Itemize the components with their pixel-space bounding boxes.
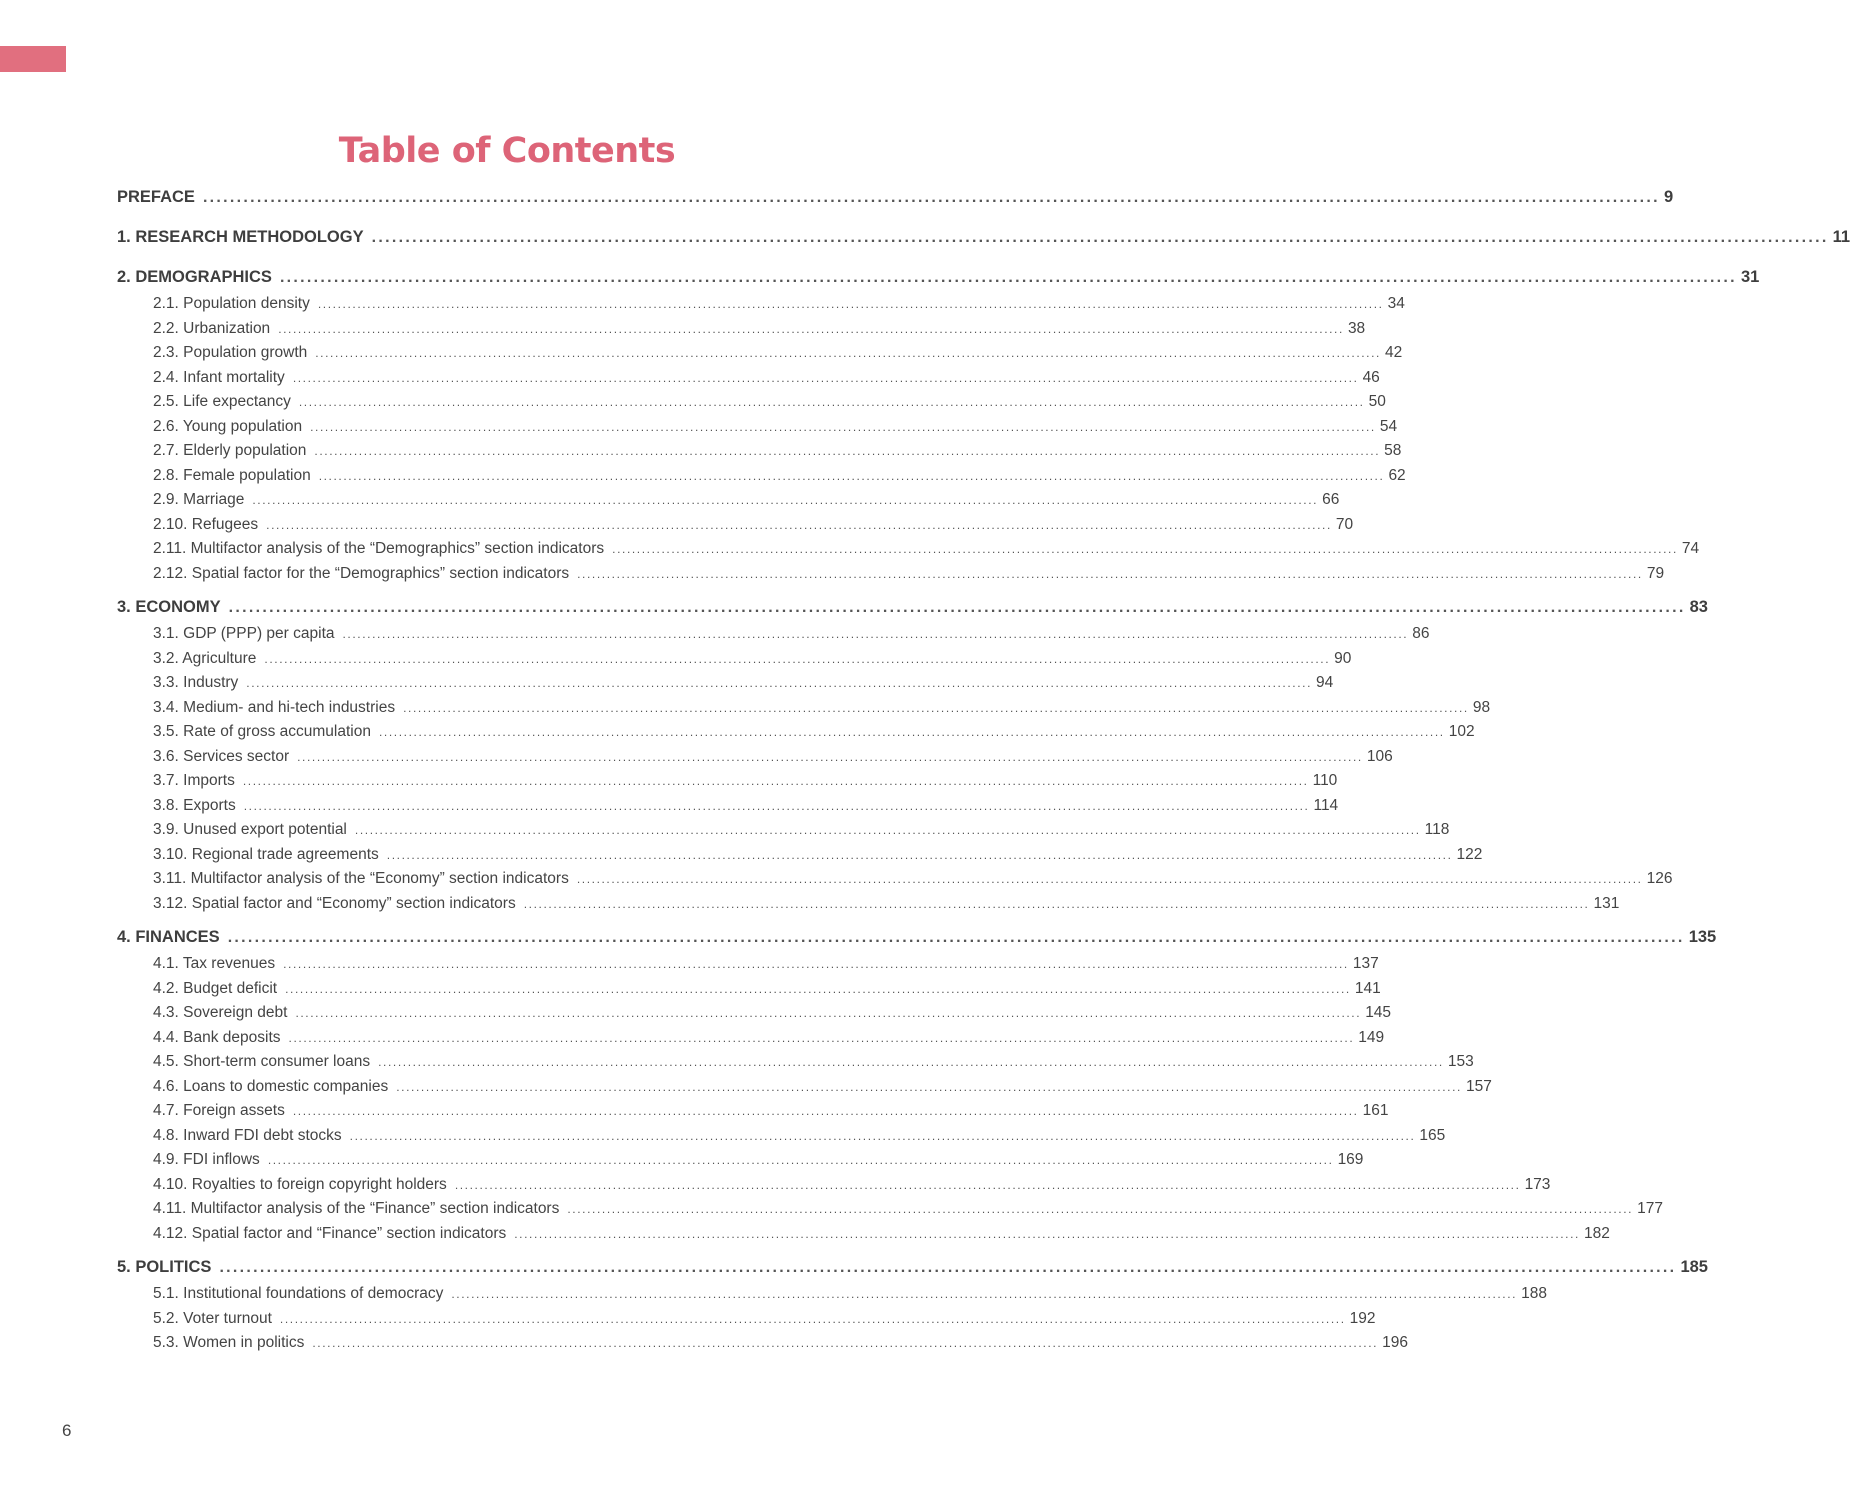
dot-leader: ........................................................................................................................................................................................................................ <box>267 1153 1334 1167</box>
dot-leader: ........................................................................................................................................................................................................................ <box>252 493 1319 507</box>
toc-entry-label: 2.7. Elderly population <box>153 442 307 459</box>
toc-entry-label: 3.2. Agriculture <box>153 649 257 667</box>
toc-entry-page: 165 <box>1419 1126 1446 1144</box>
toc-entry-page: 137 <box>1352 955 1379 972</box>
toc-subsection-entry[interactable] <box>117 747 1393 773</box>
toc-subsection-entry[interactable] <box>117 955 1379 980</box>
dot-leader: ........................................................................................................................................................................................................................ <box>292 1104 1359 1118</box>
dot-leader: ........................................................................................................................................................................................................................ <box>219 1259 1677 1276</box>
toc-entry-label: 3.11. Multifactor analysis of the “Economy” section indicators <box>153 870 569 887</box>
toc-entry-page: 196 <box>1382 1334 1408 1351</box>
toc-entry-label: 2.4. Infant mortality <box>153 368 285 386</box>
toc-entry-page: 177 <box>1637 1200 1663 1217</box>
toc-entry-label: 3.7. Imports <box>153 772 235 789</box>
toc-entry-label: 3.10. Regional trade agreements <box>153 845 379 863</box>
toc-entry-label: 3.8. Exports <box>153 796 236 814</box>
dot-leader: ........................................................................................................................................................................................................................ <box>371 229 1829 246</box>
toc-section-heading[interactable] <box>117 598 1708 625</box>
toc-entry-label: 4.9. FDI inflows <box>153 1151 260 1168</box>
toc-entry-label: 4.4. Bank deposits <box>153 1028 281 1046</box>
toc-entry-page: 54 <box>1379 417 1398 435</box>
toc-subsection-list <box>117 625 1673 919</box>
toc-subsection-entry[interactable] <box>117 1285 1547 1310</box>
toc-entry-label: 4.5. Short-term consumer loans <box>153 1053 371 1070</box>
toc-entry-label: 4.12. Spatial factor and “Finance” section indicators <box>153 1224 507 1242</box>
toc-entry-page: 141 <box>1354 979 1381 997</box>
dot-leader: ........................................................................................................................................................................................................................ <box>298 395 1365 409</box>
toc-section-politics <box>117 1258 1708 1359</box>
dot-leader: ........................................................................................................................................................................................................................ <box>514 1226 1580 1241</box>
toc-subsection-entry[interactable] <box>117 870 1673 895</box>
dot-leader: ........................................................................................................................................................................................................................ <box>342 627 1409 641</box>
toc-subsection-entry[interactable] <box>117 894 1620 920</box>
toc-subsection-entry[interactable] <box>117 979 1381 1005</box>
dot-leader: ........................................................................................................................................................................................................................ <box>317 297 1384 311</box>
toc-entry-label: 3.9. Unused export potential <box>153 821 347 838</box>
toc-entry-label: 2.11. Multifactor analysis of the “Demographics” section indicators <box>153 540 605 557</box>
toc-subsection-entry[interactable] <box>117 845 1483 871</box>
toc-entry-label: 4.7. Foreign assets <box>153 1102 285 1119</box>
dot-leader: ........................................................................................................................................................................................................................ <box>612 542 1678 556</box>
dot-leader: ........................................................................................................................................................................................................................ <box>242 774 1309 788</box>
toc-entry-label: 4.1. Tax revenues <box>153 955 276 972</box>
dot-leader: ........................................................................................................................................................................................................................ <box>297 749 1363 764</box>
toc-entry-label: 3.1. GDP (PPP) per capita <box>153 625 335 642</box>
toc-entry-page: 110 <box>1312 772 1338 789</box>
toc-entry-page: 86 <box>1412 625 1430 642</box>
dot-leader: ........................................................................................................................................................................................................................ <box>292 370 1359 385</box>
toc-subsection-entry[interactable] <box>117 821 1450 846</box>
toc-subsection-entry[interactable] <box>117 796 1339 822</box>
toc-subsection-entry[interactable] <box>117 1077 1492 1103</box>
toc-entry-page: 135 <box>1688 928 1717 946</box>
dot-leader: ........................................................................................................................................................................................................................ <box>386 847 1453 862</box>
toc-entry-page: 153 <box>1447 1053 1474 1070</box>
toc-entry-label: 4.11. Multifactor analysis of the “Finance” section indicators <box>153 1200 560 1217</box>
toc-section-economy <box>117 598 1708 919</box>
toc-subsection-entry[interactable] <box>117 491 1340 516</box>
toc-entry-page: 102 <box>1448 723 1475 740</box>
toc-entry-page: 182 <box>1584 1224 1610 1242</box>
toc-subsection-entry[interactable] <box>117 625 1430 650</box>
toc-entry-label: 3.6. Services sector <box>153 747 290 765</box>
toc-entry-page: 9 <box>1663 188 1674 206</box>
dot-leader: ........................................................................................................................................................................................................................ <box>354 823 1421 837</box>
toc-subsection-entry[interactable] <box>117 698 1491 724</box>
toc-subsection-entry[interactable] <box>117 1028 1385 1054</box>
toc-entry-page: 192 <box>1349 1309 1376 1327</box>
toc-entry-label: 2.5. Life expectancy <box>153 393 291 410</box>
toc-entry-label: 3.4. Medium- and hi-tech industries <box>153 698 396 716</box>
toc-subsection-list <box>117 955 1663 1249</box>
page-number: 6 <box>62 1421 72 1440</box>
toc-subsection-entry[interactable] <box>117 723 1475 748</box>
toc-subsection-entry[interactable] <box>117 649 1352 675</box>
toc-subsection-entry[interactable] <box>117 1126 1446 1152</box>
toc-entry-page: 118 <box>1424 821 1450 838</box>
toc-entry-page: 94 <box>1316 674 1334 691</box>
toc-entry-label: PREFACE <box>117 188 195 206</box>
dot-leader: ........................................................................................................................................................................................................................ <box>567 1202 1634 1216</box>
dot-leader: ........................................................................................................................................................................................................................ <box>283 957 1349 971</box>
toc-entry-page: 161 <box>1362 1102 1389 1119</box>
toc-entry-page: 38 <box>1347 319 1366 337</box>
toc-subsection-entry[interactable] <box>117 1175 1551 1201</box>
toc-entry-page: 62 <box>1388 466 1406 484</box>
dot-leader: ........................................................................................................................................................................................................................ <box>202 189 1660 206</box>
dot-leader: ........................................................................................................................................................................................................................ <box>227 929 1685 946</box>
dot-leader: ........................................................................................................................................................................................................................ <box>454 1177 1521 1192</box>
dot-leader: ........................................................................................................................................................................................................................ <box>451 1287 1518 1301</box>
toc-entry-page: 106 <box>1366 747 1393 765</box>
toc-entry-preface[interactable] <box>117 188 1674 215</box>
toc-entry-page: 79 <box>1646 564 1665 582</box>
dot-leader: ........................................................................................................................................................................................................................ <box>288 1030 1355 1045</box>
toc-entry-page: 169 <box>1337 1151 1364 1168</box>
toc-entry-page: 42 <box>1385 344 1403 361</box>
toc-section-demographics <box>117 268 1760 589</box>
toc-entry-page: 11 <box>1832 228 1850 246</box>
table-of-contents <box>117 188 1850 1359</box>
toc-subsection-entry[interactable] <box>117 295 1405 320</box>
toc-entry-page: 188 <box>1521 1285 1547 1302</box>
toc-entry-page: 126 <box>1646 870 1673 887</box>
toc-entry-label: 3. ECONOMY <box>117 598 221 616</box>
toc-entry-label: 4. FINANCES <box>117 928 220 946</box>
dot-leader: ........................................................................................................................................................................................................................ <box>312 1336 1379 1350</box>
toc-entry-page: 98 <box>1472 698 1491 716</box>
dot-leader: ........................................................................................................................................................................................................................ <box>228 599 1686 616</box>
toc-subsection-entry[interactable] <box>117 466 1406 492</box>
toc-subsection-list <box>117 1285 1547 1359</box>
toc-entry-label: 3.12. Spatial factor and “Economy” section indicators <box>153 894 516 912</box>
toc-subsection-entry[interactable] <box>117 393 1386 418</box>
dot-leader: ........................................................................................................................................................................................................................ <box>279 1311 1346 1326</box>
toc-subsection-list <box>117 295 1700 589</box>
dot-leader: ........................................................................................................................................................................................................................ <box>577 566 1643 581</box>
toc-entry-label: 2.1. Population density <box>153 295 310 312</box>
toc-entry-label: 2.3. Population growth <box>153 344 308 361</box>
dot-leader: ........................................................................................................................................................................................................................ <box>243 798 1310 813</box>
toc-entry-page: 70 <box>1335 515 1354 533</box>
toc-entry-page: 157 <box>1465 1077 1492 1095</box>
toc-subsection-entry[interactable] <box>117 344 1403 369</box>
toc-entry-page: 58 <box>1384 442 1402 459</box>
toc-subsection-entry[interactable] <box>117 1102 1389 1127</box>
toc-subsection-entry[interactable] <box>117 442 1402 467</box>
toc-subsection-entry[interactable] <box>117 564 1665 590</box>
toc-entry-label: 2.6. Young population <box>153 417 303 435</box>
toc-entry-label: 4.6. Loans to domestic companies <box>153 1077 389 1095</box>
dot-leader: ........................................................................................................................................................................................................................ <box>396 1079 1462 1094</box>
toc-entry-page: 122 <box>1456 845 1483 863</box>
toc-entry-page: 50 <box>1368 393 1386 410</box>
toc-entry-page: 31 <box>1740 268 1760 286</box>
toc-subsection-entry[interactable] <box>117 319 1366 345</box>
toc-subsection-entry[interactable] <box>117 1309 1376 1335</box>
toc-entry-page: 185 <box>1680 1258 1708 1276</box>
toc-entry-page: 74 <box>1681 540 1700 557</box>
toc-subsection-entry[interactable] <box>117 368 1380 394</box>
toc-subsection-entry[interactable] <box>117 772 1338 797</box>
dot-leader: ........................................................................................................................................................................................................................ <box>266 517 1332 532</box>
toc-entry-label: 5.1. Institutional foundations of democracy <box>153 1285 444 1302</box>
toc-section-heading[interactable] <box>117 268 1760 295</box>
toc-subsection-entry[interactable] <box>117 1004 1392 1029</box>
toc-entry-label: 4.3. Sovereign debt <box>153 1004 288 1021</box>
dot-leader: ........................................................................................................................................................................................................................ <box>278 321 1344 336</box>
dot-leader: ........................................................................................................................................................................................................................ <box>318 468 1385 483</box>
dot-leader: ........................................................................................................................................................................................................................ <box>523 896 1590 911</box>
toc-subsection-entry[interactable] <box>117 1334 1408 1359</box>
toc-section-heading[interactable] <box>117 1258 1708 1285</box>
toc-entry-page: 34 <box>1387 295 1405 312</box>
toc-entry-page: 145 <box>1365 1004 1392 1021</box>
toc-subsection-entry[interactable] <box>117 1200 1663 1225</box>
toc-entry-label: 2.8. Female population <box>153 466 311 484</box>
toc-entry-label: 5.3. Women in politics <box>153 1334 305 1351</box>
toc-entry-label: 2. DEMOGRAPHICS <box>117 268 272 286</box>
dot-leader: ........................................................................................................................................................................................................................ <box>349 1128 1416 1143</box>
dot-leader: ........................................................................................................................................................................................................................ <box>378 1055 1444 1069</box>
dot-leader: ........................................................................................................................................................................................................................ <box>295 1006 1362 1020</box>
toc-subsection-entry[interactable] <box>117 1053 1474 1078</box>
dot-leader: ........................................................................................................................................................................................................................ <box>314 444 1381 458</box>
toc-entry-label: 4.8. Inward FDI debt stocks <box>153 1126 342 1144</box>
toc-entry-label: 2.12. Spatial factor for the “Demographics” section indicators <box>153 564 570 582</box>
toc-subsection-entry[interactable] <box>117 417 1398 443</box>
dot-leader: ........................................................................................................................................................................................................................ <box>246 676 1313 690</box>
dot-leader: ........................................................................................................................................................................................................................ <box>576 872 1643 886</box>
toc-subsection-entry[interactable] <box>117 1224 1610 1250</box>
toc-subsection-entry[interactable] <box>117 1151 1364 1176</box>
toc-entry-page: 114 <box>1313 796 1339 814</box>
toc-entry-page: 66 <box>1322 491 1340 508</box>
corner-color-tab <box>0 46 66 72</box>
dot-leader: ........................................................................................................................................................................................................................ <box>310 419 1376 434</box>
toc-entry-label: 3.3. Industry <box>153 674 239 691</box>
toc-entry-label: 4.2. Budget deficit <box>153 979 278 997</box>
toc-entry-page: 83 <box>1689 598 1708 616</box>
toc-entry-label: 4.10. Royalties to foreign copyright holders <box>153 1175 447 1193</box>
toc-subsection-entry[interactable] <box>117 540 1700 565</box>
dot-leader: ........................................................................................................................................................................................................................ <box>264 651 1331 666</box>
toc-section-finances <box>117 928 1717 1249</box>
toc-entry-page: 131 <box>1593 894 1620 912</box>
toc-section-heading[interactable] <box>117 928 1717 955</box>
toc-entry-label: 2.10. Refugees <box>153 515 259 533</box>
toc-entry-research-methodology[interactable] <box>117 228 1850 255</box>
dot-leader: ........................................................................................................................................................................................................................ <box>403 700 1469 715</box>
dot-leader: ........................................................................................................................................................................................................................ <box>378 725 1445 739</box>
toc-entry-page: 46 <box>1362 368 1380 386</box>
toc-entry-page: 149 <box>1358 1028 1385 1046</box>
dot-leader: ........................................................................................................................................................................................................................ <box>315 346 1381 360</box>
toc-subsection-entry[interactable] <box>117 515 1354 541</box>
toc-entry-label: 2.9. Marriage <box>153 491 245 508</box>
toc-entry-label: 5.2. Voter turnout <box>153 1309 272 1327</box>
dot-leader: ........................................................................................................................................................................................................................ <box>285 981 1351 996</box>
toc-subsection-entry[interactable] <box>117 674 1334 699</box>
toc-entry-label: 3.5. Rate of gross accumulation <box>153 723 371 740</box>
toc-entry-label: 1. RESEARCH METHODOLOGY <box>117 228 364 246</box>
toc-entry-label: 2.2. Urbanization <box>153 319 271 337</box>
page-title: Table of Contents <box>338 131 676 172</box>
toc-entry-label: 5. POLITICS <box>117 1258 212 1276</box>
toc-entry-page: 90 <box>1334 649 1352 667</box>
dot-leader: ........................................................................................................................................................................................................................ <box>279 269 1737 286</box>
toc-entry-page: 173 <box>1524 1175 1551 1193</box>
